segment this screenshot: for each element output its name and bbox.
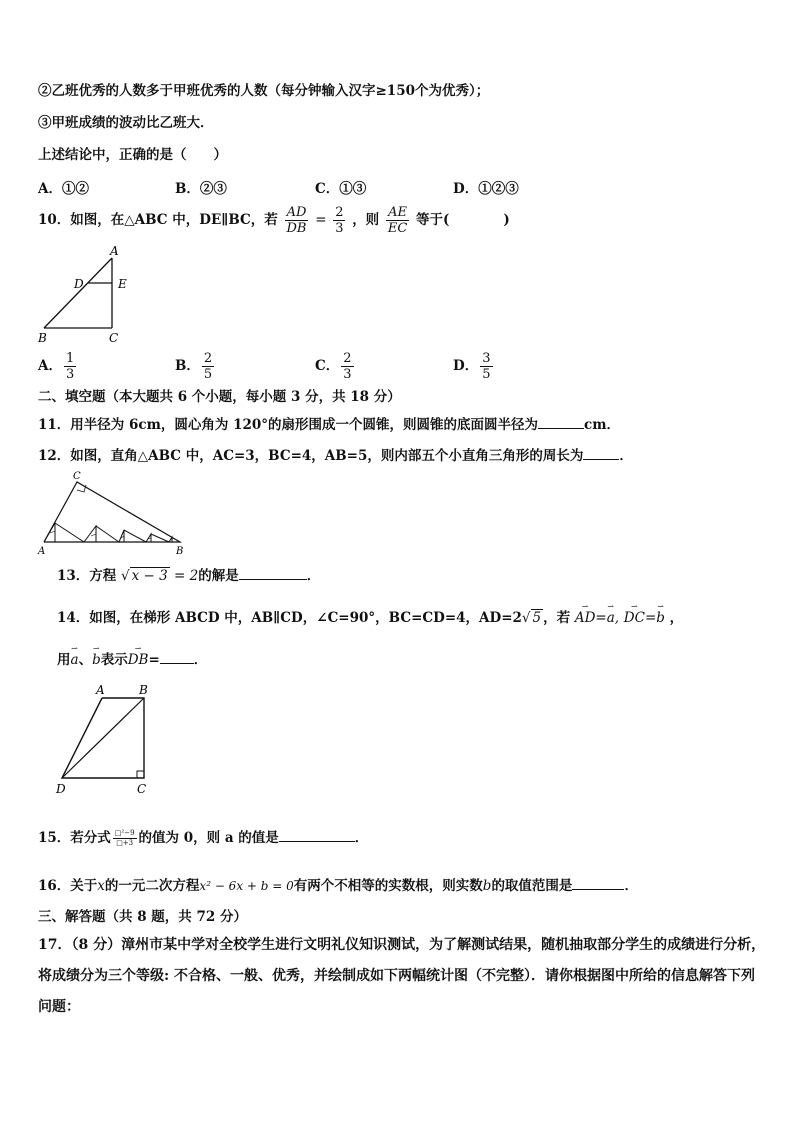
q14-line1-prefix: 14．如图，在梯形 ABCD 中，AB∥CD，∠C=90°，BC=CD=4，AD=2 — [57, 610, 522, 626]
q14-vector-dc-arrow: ⇀ — [631, 602, 638, 611]
q14-label-b: B — [139, 683, 148, 697]
q12-label-b: B — [176, 546, 184, 557]
q17-line-3: 问题： — [38, 999, 80, 1015]
q14-comma: , — [614, 610, 620, 626]
q11-text: 11．用半径为 6cm，圆心角为 120°的扇形围成一个圆锥，则圆锥的底面圆半径为 — [38, 417, 539, 433]
q14-var-a: a — [606, 610, 615, 626]
q16-var-b: b — [482, 878, 492, 894]
q14-eq-b: = — [644, 610, 657, 626]
q14-line2-b: b — [92, 652, 101, 668]
q10-option-c-letter: C． — [315, 358, 340, 374]
q10-label-a: A — [110, 244, 119, 258]
q17-line-2: 将成绩分为三个等级: 不合格、一般、优秀，并绘制成如下两幅统计图（不完整）．请你根据图中所给的信息解答下列 — [38, 968, 756, 984]
q10-fraction-ad-db — [285, 205, 309, 236]
q15-fraction — [113, 829, 137, 848]
q14-line-1 — [57, 602, 684, 627]
q14-line2-a: a — [70, 652, 79, 668]
q11 — [38, 416, 620, 434]
q14-line2-vector-a-arrow: ⇀ — [71, 644, 78, 653]
q10-prefix: 10．如图，在△ABC 中，DE∥BC，若 — [38, 212, 278, 228]
q10-option-b-den: 5 — [203, 367, 213, 382]
q10-option-a-frac — [64, 351, 76, 382]
q10-option-c-num: 2 — [343, 351, 352, 366]
q9-option-b: B．②③ — [175, 181, 227, 197]
q14-vector-ad-arrow: ⇀ — [581, 602, 589, 611]
q14-sqrt-5: √ 5 — [521, 610, 542, 626]
q10-frac3-den: EC — [387, 221, 408, 236]
q10-frac2-num: 2 — [335, 205, 344, 220]
q10-option-b-letter: B． — [175, 358, 200, 374]
q9-statement-3: ③甲班成绩的波动比乙班大． — [38, 115, 214, 131]
q14-vector-b-arrow: ⇀ — [657, 602, 664, 611]
q10-option-d-num: 3 — [482, 351, 491, 366]
q16-end: ． — [624, 878, 638, 894]
q9-option-d: D．①②③ — [453, 181, 519, 197]
q14-line1-end: ， — [669, 610, 684, 626]
q13-prefix: 13．方程 — [57, 568, 117, 584]
q16-prefix: 16．关于 — [38, 878, 98, 894]
q14-line2-sep: 、 — [78, 652, 93, 668]
q10-option-c-den: 3 — [343, 367, 352, 382]
q16-mid3: 的取值范围是 — [491, 878, 573, 894]
q14-vector-dc — [623, 602, 645, 627]
q13-equals: = 2 — [169, 568, 199, 584]
q14-var-b: b — [656, 610, 665, 626]
q14-line-2 — [57, 644, 208, 669]
q15-end: ． — [354, 830, 369, 846]
q14-vector-dc-text: DC — [623, 610, 645, 626]
q10-option-a-den: 3 — [65, 367, 75, 382]
q13-end: ． — [306, 568, 321, 584]
q14-vector-a — [606, 602, 615, 627]
q14-label-d: D — [56, 782, 66, 796]
q16 — [38, 877, 638, 895]
q14-trapezoid-figure — [52, 683, 162, 798]
q10-option-c-frac — [341, 351, 353, 382]
q10-label-c: C — [109, 331, 119, 345]
q10-label-b: B — [38, 331, 47, 345]
q14-vector-db-arrow: ⇀ — [134, 644, 142, 653]
q13-radicand: x − 3 — [131, 568, 168, 584]
q10-equals: = — [315, 212, 327, 228]
q10-option-a — [38, 348, 78, 384]
q12-label-c: C — [73, 471, 81, 482]
q14-answer-blank[interactable] — [160, 651, 194, 664]
q13-sqrt-expression: √ x − 3 — [121, 568, 168, 584]
q13-suffix: 的解是 — [198, 568, 239, 584]
q15-frac-den: □+3 — [116, 839, 134, 847]
q9-question: 上述结论中，正确的是（ ） — [38, 147, 227, 163]
q10-option-c — [315, 348, 356, 384]
q10-option-d-frac — [480, 351, 492, 382]
q12-label-a: A — [38, 546, 46, 557]
q14-vector-b — [656, 602, 665, 627]
q14-vector-db — [127, 644, 149, 669]
q10-label-e: E — [118, 277, 127, 291]
q9-option-c: C．①③ — [315, 181, 367, 197]
q10-option-d — [453, 348, 495, 384]
q10-stem — [38, 203, 510, 237]
q10-frac1-num: AD — [285, 205, 309, 221]
q16-mid2: 有两个不相等的实数根，则实数 — [293, 878, 483, 894]
q15-prefix: 15．若分式 — [38, 830, 111, 846]
q14-vector-ad — [574, 602, 596, 627]
q12 — [38, 447, 633, 465]
q14-label-a: A — [96, 683, 105, 697]
q12-triangle-figure — [36, 470, 186, 555]
section-2-heading: 二、填空题（本大题共 6 个小题，每小题 3 分，共 18 分） — [38, 389, 401, 405]
q10-option-b-frac — [202, 351, 214, 382]
q13 — [57, 567, 320, 585]
q14-sqrt-radicand: 5 — [532, 610, 542, 626]
q10-fraction-2-3 — [333, 205, 345, 236]
q16-equation: x² − 6x + b = 0 — [199, 879, 294, 893]
q16-mid1: 的一元二次方程 — [104, 878, 200, 894]
q10-mid: ，则 — [352, 212, 380, 228]
q14-vector-a-arrow: ⇀ — [607, 602, 615, 611]
q14-label-c: C — [137, 782, 147, 796]
q10-option-b — [175, 348, 216, 384]
q17-line-1: 17．（8 分）漳州市某中学对全校学生进行文明礼仪知识测试，为了解测试结果，随机抽取部分学生的成绩进行分析， — [38, 937, 766, 953]
q10-suffix: 等于( ) — [416, 212, 510, 228]
q14-line1-mid: ，若 — [543, 610, 571, 626]
q16-answer-blank[interactable] — [572, 877, 624, 890]
q10-option-a-letter: A． — [38, 358, 62, 374]
q15 — [38, 826, 368, 850]
q10-label-d: D — [74, 277, 84, 291]
q14-vector-ad-text: AD — [574, 610, 596, 626]
q10-option-a-num: 1 — [65, 351, 75, 366]
q11-answer-blank[interactable] — [538, 416, 584, 429]
q14-line2-end: ． — [193, 652, 208, 668]
q14-line2-vector-a — [70, 644, 79, 669]
q14-line2-vector-b-arrow: ⇀ — [93, 644, 100, 653]
q14-eq-a: = — [595, 610, 607, 626]
q14-line2-vector-b — [92, 644, 101, 669]
q10-frac1-den: DB — [286, 221, 307, 236]
q14-vector-db-text: DB — [127, 652, 149, 668]
q16-var-x: x — [97, 878, 105, 894]
q10-fraction-ae-ec — [386, 205, 409, 236]
q9-option-a: A．①② — [38, 181, 89, 197]
section-3-heading: 三、解答题（共 8 题，共 72 分） — [38, 909, 247, 925]
q13-answer-blank[interactable] — [239, 567, 307, 580]
q15-frac-num: □²−9 — [114, 829, 135, 837]
q14-line2-eq: = — [148, 652, 160, 668]
q10-option-b-num: 2 — [203, 351, 213, 366]
q10-frac2-den: 3 — [335, 221, 344, 236]
q15-mid: 的值为 0，则 a 的值是 — [138, 830, 279, 846]
q14-line2-prefix: 用 — [57, 652, 71, 668]
q12-answer-blank[interactable] — [583, 447, 619, 460]
q10-option-d-den: 5 — [482, 367, 491, 382]
q10-frac3-num: AE — [386, 205, 409, 221]
q15-answer-blank[interactable] — [279, 829, 355, 842]
q9-statement-2: ②乙班优秀的人数多于甲班优秀的人数（每分钟输入汉字≥150个为优秀）； — [38, 83, 490, 99]
q12-text: 12．如图，直角△ABC 中，AC=3，BC=4，AB=5，则内部五个小直角三角形的周长为 — [38, 448, 584, 464]
q10-option-d-letter: D． — [453, 358, 479, 374]
q10-triangle-figure — [36, 245, 136, 345]
q12-suffix: ． — [619, 448, 633, 464]
q11-suffix: cm． — [584, 417, 621, 433]
q14-line2-mid: 表示 — [100, 652, 128, 668]
